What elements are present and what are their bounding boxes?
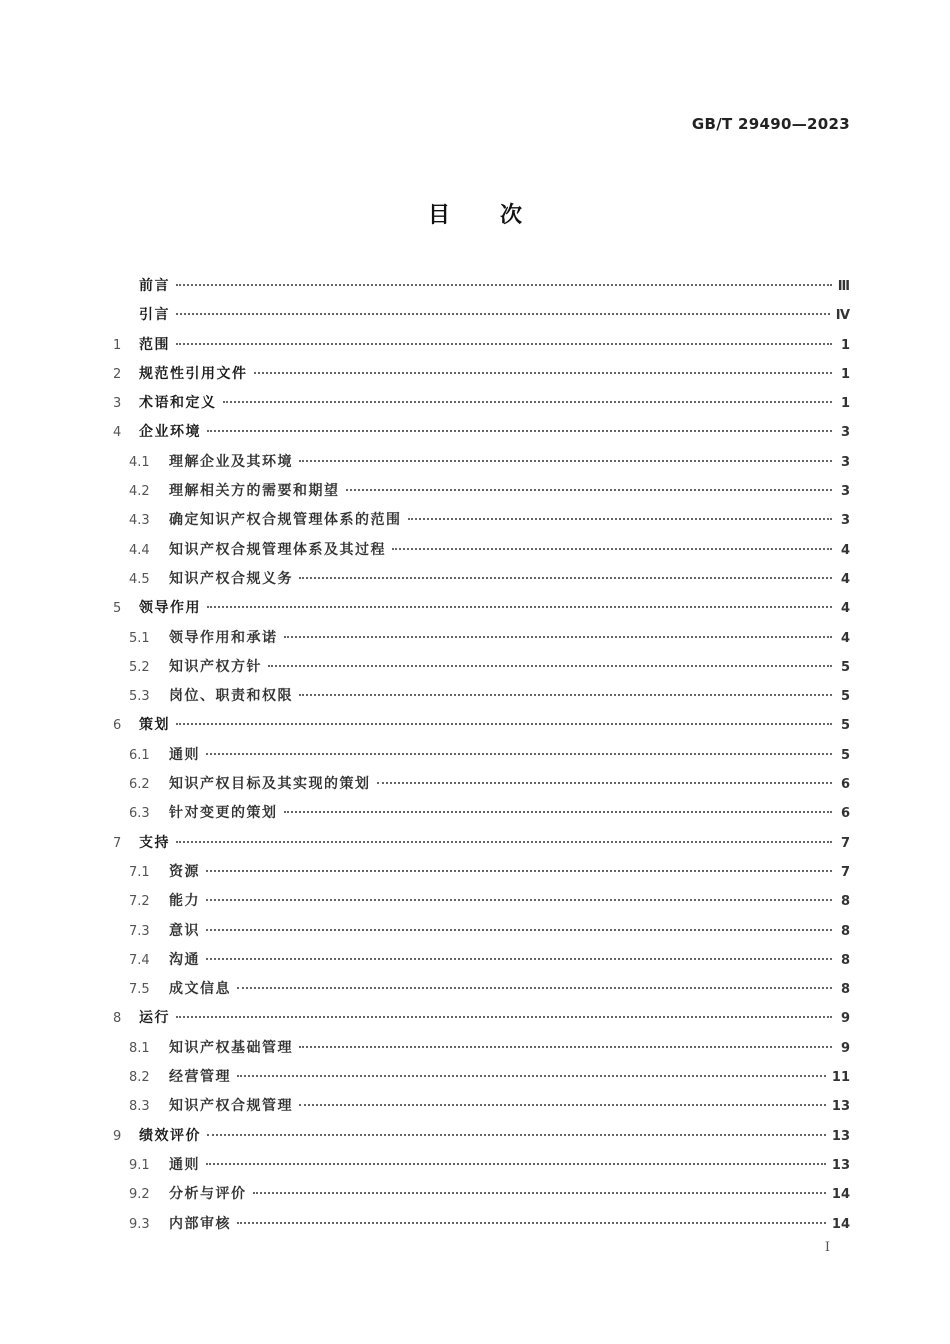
dot-leader	[299, 460, 832, 462]
toc-entry-page: 6	[840, 777, 850, 793]
toc-entry-number: 3	[113, 396, 122, 412]
toc-entry-number: 8.3	[129, 1099, 150, 1115]
dot-leader	[206, 929, 832, 931]
toc-entry-page: 5	[840, 718, 850, 734]
toc-entry-label: 知识产权目标及其实现的策划	[169, 776, 371, 793]
dot-leader	[176, 284, 832, 286]
toc-entry-page: Ⅲ	[837, 279, 850, 294]
toc-entry-page: 5	[840, 659, 850, 675]
dot-leader	[268, 665, 832, 667]
toc-entry[interactable]	[113, 946, 850, 975]
dot-leader	[206, 958, 832, 960]
toc-entry-number: 6.3	[129, 806, 150, 822]
toc-entry-label: 范围	[139, 336, 170, 353]
dot-leader	[408, 518, 833, 520]
toc-entry-number: 7.5	[129, 982, 150, 998]
toc-entry[interactable]	[113, 624, 850, 653]
dot-leader	[299, 577, 832, 579]
toc-entry[interactable]	[113, 682, 850, 711]
toc-entry-number: 4	[113, 425, 122, 441]
toc-entry-page: 8	[840, 982, 850, 998]
toc-entry-page: 13	[831, 1099, 850, 1115]
dot-leader	[207, 606, 832, 608]
toc-entry-page: 14	[831, 1187, 850, 1203]
toc-entry[interactable]	[113, 477, 850, 506]
toc-entry-label: 确定知识产权合规管理体系的范围	[169, 512, 402, 529]
toc-entry-page: 9	[840, 1011, 850, 1027]
toc-entry-page: 14	[831, 1216, 850, 1232]
toc-entry[interactable]	[113, 565, 850, 594]
toc-entry-number: 5.3	[129, 689, 150, 705]
toc-entry-page: 4	[840, 630, 850, 646]
dot-leader	[176, 1016, 832, 1018]
toc-entry[interactable]	[113, 917, 850, 946]
toc-entry-label: 知识产权基础管理	[169, 1039, 293, 1056]
toc-entry-number: 8.2	[129, 1070, 150, 1086]
toc-entry-label: 岗位、职责和权限	[169, 688, 293, 705]
toc-entry-page: 1	[840, 396, 850, 412]
toc-entry-number: 2	[113, 366, 122, 382]
toc-entry[interactable]	[113, 536, 850, 565]
toc-entry-number: 5.1	[129, 630, 150, 646]
toc-entry[interactable]	[113, 1122, 850, 1151]
toc-entry-page: 8	[840, 894, 850, 910]
toc-entry-label: 经营管理	[169, 1069, 231, 1086]
page-number: Ⅰ	[824, 1240, 830, 1255]
toc-entry-label: 企业环境	[139, 424, 201, 441]
toc-entry-number: 5.2	[129, 659, 150, 675]
toc-entry-number: 4.2	[129, 484, 150, 500]
toc-entry-page: 11	[831, 1070, 850, 1086]
toc-entry-number: 5	[113, 601, 122, 617]
toc-entry[interactable]	[113, 1092, 850, 1121]
standard-code: GB/T 29490—2023	[691, 115, 850, 133]
dot-leader	[284, 636, 833, 638]
toc-entry-page: 8	[840, 923, 850, 939]
toc-entry[interactable]	[113, 975, 850, 1004]
toc-entry-label: 领导作用	[139, 600, 201, 617]
toc-entry-label: 知识产权合规管理	[169, 1098, 293, 1115]
toc-entry-page: 7	[840, 835, 850, 851]
toc-entry-label: 领导作用和承诺	[169, 629, 278, 646]
toc-entry[interactable]	[113, 653, 850, 682]
toc-entry-number: 9.2	[129, 1187, 150, 1203]
toc-entry-page: 3	[840, 454, 850, 470]
toc-entry[interactable]	[113, 448, 850, 477]
toc-entry[interactable]	[113, 1034, 850, 1063]
toc-entry-page: 4	[840, 601, 850, 617]
dot-leader	[237, 1222, 826, 1224]
dot-leader	[346, 489, 833, 491]
toc-entry-number: 7	[113, 835, 122, 851]
toc-entry[interactable]	[113, 418, 850, 447]
toc-entry-page: 4	[840, 571, 850, 587]
toc-entry-label: 支持	[139, 834, 170, 851]
dot-leader	[254, 372, 833, 374]
toc-entry-page: 3	[840, 425, 850, 441]
toc-entry[interactable]	[113, 301, 850, 330]
toc-entry-page: 7	[840, 864, 850, 880]
toc-entry-label: 成文信息	[169, 981, 231, 998]
toc-entry-number: 6.2	[129, 777, 150, 793]
toc-entry-label: 引言	[139, 307, 170, 324]
toc-entry-label: 理解企业及其环境	[169, 453, 293, 470]
toc-entry[interactable]	[113, 858, 850, 887]
toc-entry-label: 规范性引用文件	[139, 365, 248, 382]
dot-leader	[176, 841, 832, 843]
toc-entry[interactable]	[113, 272, 850, 301]
toc-entry-label: 沟通	[169, 951, 200, 968]
toc-entry-number: 6	[113, 718, 122, 734]
toc-entry-label: 通则	[169, 1156, 200, 1173]
toc-entry[interactable]	[113, 887, 850, 916]
toc-entry-number: 7.2	[129, 894, 150, 910]
toc-entry[interactable]	[113, 1004, 850, 1033]
toc-entry-number: 4.3	[129, 513, 150, 529]
toc-entry[interactable]	[113, 1210, 850, 1239]
toc-entry-page: 6	[840, 806, 850, 822]
toc-entry-page: 1	[840, 366, 850, 382]
toc-entry-page: 9	[840, 1040, 850, 1056]
dot-leader	[237, 1075, 826, 1077]
toc-entry-label: 运行	[139, 1010, 170, 1027]
toc-entry-page: 13	[831, 1157, 850, 1173]
toc-entry-number: 8	[113, 1011, 122, 1027]
toc-title: 目次	[427, 203, 572, 228]
dot-leader	[299, 1104, 826, 1106]
toc-entry-label: 前言	[139, 278, 170, 294]
dot-leader	[176, 343, 832, 345]
toc-entry-number: 7.4	[129, 952, 150, 968]
toc-entry-number: 6.1	[129, 747, 150, 763]
dot-leader	[392, 548, 832, 550]
toc-entry[interactable]	[113, 799, 850, 828]
toc-entry-number: 4.5	[129, 571, 150, 587]
toc-entry-label: 通则	[169, 746, 200, 763]
toc-entry-label: 分析与评价	[169, 1186, 247, 1203]
toc-entry-label: 内部审核	[169, 1215, 231, 1232]
toc-entry[interactable]	[113, 1180, 850, 1209]
toc-entry-number: 9.3	[129, 1216, 150, 1232]
toc-entry[interactable]	[113, 829, 850, 858]
dot-leader	[284, 811, 833, 813]
toc-entry-page: 13	[831, 1128, 850, 1144]
toc-entry-label: 知识产权合规管理体系及其过程	[169, 541, 386, 558]
toc-entry-page: 4	[840, 542, 850, 558]
toc-entry-label: 能力	[169, 893, 200, 910]
toc-entry-label: 意识	[169, 922, 200, 939]
toc-entry[interactable]	[113, 711, 850, 740]
dot-leader	[206, 899, 832, 901]
toc-entry-label: 针对变更的策划	[169, 805, 278, 822]
toc-entry-page: 5	[840, 689, 850, 705]
toc-entry-label: 理解相关方的需要和期望	[169, 483, 340, 500]
toc-entry-number: 9	[113, 1128, 122, 1144]
dot-leader	[223, 401, 833, 403]
dot-leader	[299, 1046, 832, 1048]
toc-entry-number: 7.1	[129, 864, 150, 880]
dot-leader	[253, 1192, 826, 1194]
toc-entry[interactable]	[113, 360, 850, 389]
toc-entry[interactable]	[113, 1151, 850, 1180]
toc-entry-number: 4.4	[129, 542, 150, 558]
dot-leader	[206, 1163, 826, 1165]
toc-entry-number: 9.1	[129, 1157, 150, 1173]
toc-entry[interactable]	[113, 741, 850, 770]
toc-entry-page: 3	[840, 484, 850, 500]
toc-entry-label: 策划	[139, 717, 170, 734]
toc-entry-number: 1	[113, 337, 122, 353]
dot-leader	[206, 753, 832, 755]
dot-leader	[377, 782, 833, 784]
toc-entry-page: 8	[840, 952, 850, 968]
toc-entry[interactable]	[113, 770, 850, 799]
toc-entry-label: 知识产权合规义务	[169, 570, 293, 587]
table-of-contents	[113, 272, 850, 1239]
toc-entry[interactable]	[113, 1063, 850, 1092]
dot-leader	[176, 723, 832, 725]
toc-entry-label: 绩效评价	[139, 1127, 201, 1144]
dot-leader	[237, 987, 832, 989]
toc-entry-label: 知识产权方针	[169, 658, 262, 675]
toc-entry[interactable]	[113, 594, 850, 623]
toc-entry[interactable]	[113, 506, 850, 535]
toc-entry-page: 1	[840, 337, 850, 353]
toc-entry-number: 8.1	[129, 1040, 150, 1056]
toc-entry-number: 7.3	[129, 923, 150, 939]
toc-entry-number: 4.1	[129, 454, 150, 470]
dot-leader	[206, 870, 832, 872]
toc-entry-label: 资源	[169, 863, 200, 880]
dot-leader	[299, 694, 832, 696]
toc-entry-page: 5	[840, 747, 850, 763]
toc-entry-page: Ⅳ	[835, 308, 850, 324]
dot-leader	[176, 313, 830, 315]
dot-leader	[207, 430, 832, 432]
toc-entry-page: 3	[840, 513, 850, 529]
dot-leader	[207, 1134, 826, 1136]
toc-entry[interactable]	[113, 331, 850, 360]
toc-entry[interactable]	[113, 389, 850, 418]
toc-entry-label: 术语和定义	[139, 395, 217, 412]
